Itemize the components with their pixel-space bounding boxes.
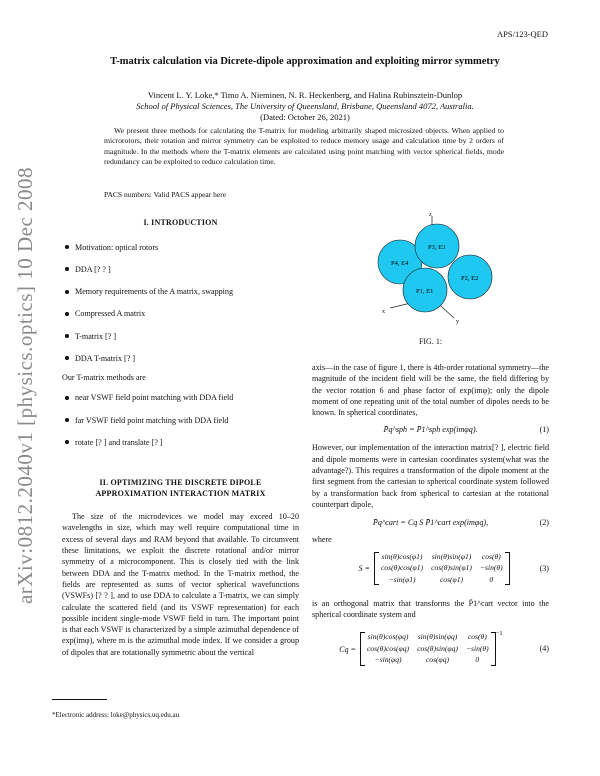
footnote-rule (52, 699, 107, 700)
left-column (62, 218, 299, 658)
dated-line: (Dated: October 26, 2021) (260, 112, 350, 122)
section-heading-line: APPROXIMATION INTERACTION MATRIX (95, 488, 266, 498)
equation-2 (312, 515, 549, 531)
matrix-c (360, 632, 496, 666)
sphere-label-1: P1, E1 (416, 288, 434, 295)
section-heading-optimizing (62, 478, 299, 499)
equation-3 (312, 546, 549, 592)
section-heading-introduction: I. INTRODUCTION (143, 218, 218, 227)
equation-number: (1) (539, 425, 549, 435)
axis-label-x: x (382, 309, 385, 315)
matrix-inverse-exponent: −1 (495, 630, 503, 638)
methods-bullet-list (62, 392, 299, 459)
matrix-cell: −sin(φ1) (388, 574, 416, 584)
affiliation: School of Physical Sciences, The University of Queensland, Brisbane, Queensland 4072, Australia. (136, 101, 474, 111)
matrix-cell: sin(θ)sin(φq) (417, 632, 458, 642)
equation-1-body: P̄q^sph = P̄1^sph exp(imφq). (383, 425, 478, 435)
equation-number: (3) (539, 563, 549, 573)
abstract: We present three methods for calculating the T-matrix for modeling arbitrarily shaped microsized objects. When applied to microrotors, their rotation and mirror symmetry can be exploited to reduce memory usage and calculation time by 2 orders of magnitude. In the methods where the T-matrix elements are calculated using point matching with vector spherical fields, mode redundancy can be exploited to reduce calculation time. (104, 126, 504, 166)
matrix-s-label: S = (358, 563, 370, 573)
axis-label-z: z (429, 212, 432, 218)
section2-paragraph: The size of the microdevices we model may exceed 10–20 wavelengths in size, which may well require computational time in excess of several days and RAM beyond that available. To circumvent these limitations, we exploit the discrete rotational and/or mirror symmetry of a microcomponent. This is closely tied with the link between DDA and the T-matrix method. In the T-matrix method, the fields are represented as sums of vector spherical wavefunctions (VSWFs) [? ? ], and to use DDA to calculate a T-matrix, we can simply calculate the scattered field (and its VSWF representation) for each possible incident single-mode VSWF field in turn. The important point is that each VSWF is characterized by a simple azimuthal dependence of exp(imφ), where m is the azimuthal mode index. If we consider a group of dipoles that are rotationally symmetric about the vertical (62, 512, 299, 657)
matrix-cell: cos(θ)cos(φ1) (381, 563, 424, 573)
matrix-s (374, 552, 510, 586)
where-text: where (312, 535, 332, 545)
sphere-label-3: P3, E3 (428, 244, 446, 251)
intro-bullet: Memory requirements of the A matrix, swapping (62, 286, 299, 308)
matrix-cell: −sin(θ) (465, 643, 489, 653)
matrix-cell: cos(θ) (481, 551, 501, 561)
equation-1 (312, 422, 549, 438)
section-heading-line: II. OPTIMIZING THE DISCRETE DIPOLE (99, 478, 262, 488)
footnote: *Electronic address: loke@physics.uq.edu.au (52, 711, 180, 719)
equation-number: (2) (539, 518, 549, 528)
matrix-c-label: Cq = (339, 644, 356, 654)
pacs-numbers: PACS numbers: Valid PACS appear here (104, 190, 227, 199)
matrix-cell: sin(θ)sin(φ1) (431, 551, 472, 561)
paper-title: T-matrix calculation via Dicrete-dipole approximation and exploiting mirror symmetry (110, 56, 500, 67)
matrix-cell: −sin(φq) (374, 655, 402, 665)
matrix-cell: cos(θ)sin(φq) (417, 643, 458, 653)
right-column (312, 362, 549, 672)
matrix-cell: 0 (489, 574, 494, 584)
intro-bullet: Compressed A matrix (62, 308, 299, 330)
right-paragraph-1: axis—in the case of figure 1, there is 4th-order rotational symmetry—the magnitude of the incident field will be the same, the field differing by the vector rotation 6 and phase factor of exp(imφ); only the dipole moment of one repeating unit of the total number of dipoles needs to be known. In spherical coordinates, (312, 363, 549, 418)
author-list: Vincent L. Y. Loke,* Timo A. Nieminen, N. R. Heckenberg, and Halina Rubinsztein-Dunlop (147, 90, 463, 100)
matrix-cell: cos(φq) (425, 655, 450, 665)
arxiv-stamp: arXiv:0812.2040v1 [physics.optics] 10 Dec 2008 (13, 166, 38, 604)
axis-label-y: y (456, 319, 459, 325)
matrix-cell: cos(θ)sin(φ1) (431, 563, 472, 573)
intro-bullet: Motivation: optical rotors (62, 242, 299, 264)
report-number: APS/123-QED (496, 29, 548, 39)
matrix-cell: sin(θ)cos(φq) (367, 632, 409, 642)
matrix-cell: −sin(θ) (479, 563, 503, 573)
figure-caption: FIG. 1: (418, 337, 443, 346)
sphere-label-4: P4, E4 (391, 260, 409, 267)
matrix-cell: cos(φ1) (439, 574, 464, 584)
method-bullet: near VSWF field point matching with DDA field (62, 392, 299, 414)
matrix-cell: cos(θ)cos(φq) (367, 643, 410, 653)
author-block (70, 90, 540, 123)
equation-2-body: P̄q^cart = Cq S P̄1^cart exp(imφq), (372, 518, 489, 528)
method-bullet: far VSWF field point matching with DDA field (62, 415, 299, 437)
matrix-cell: 0 (475, 655, 480, 665)
intro-bullet: T-matrix [? ] (62, 331, 299, 353)
methods-intro: Our T-matrix methods are (62, 373, 146, 383)
intro-bullet: DDA [? ? ] (62, 264, 299, 286)
equation-number: (4) (539, 644, 549, 654)
sphere-label-2: P2, E2 (461, 275, 479, 282)
right-paragraph-3: is an orthogonal matrix that transforms the P̄1^cart vector into the spherical coordinate system and (312, 598, 549, 619)
matrix-cell: sin(θ)cos(φ1) (381, 551, 423, 561)
intro-bullet: DDA T-matrix [? ] (62, 353, 299, 375)
equation-4 (312, 626, 549, 672)
matrix-cell: cos(θ) (467, 632, 487, 642)
method-bullet: rotate [? ] and translate [? ] (62, 437, 299, 459)
dipole-figure (372, 210, 502, 340)
intro-bullet-list (62, 242, 299, 376)
right-paragraph-2: However, our implementation of the interaction matrix[? ], electric field and dipole moments were in cartesian coordinates system(what was the advantage?). This requires a transformation of the dipole moment at the first segment from the cartesian to spherical coordinate system followed by a transformation back from spherical to cartesian at the rotational counterpart dipole, (312, 443, 549, 509)
